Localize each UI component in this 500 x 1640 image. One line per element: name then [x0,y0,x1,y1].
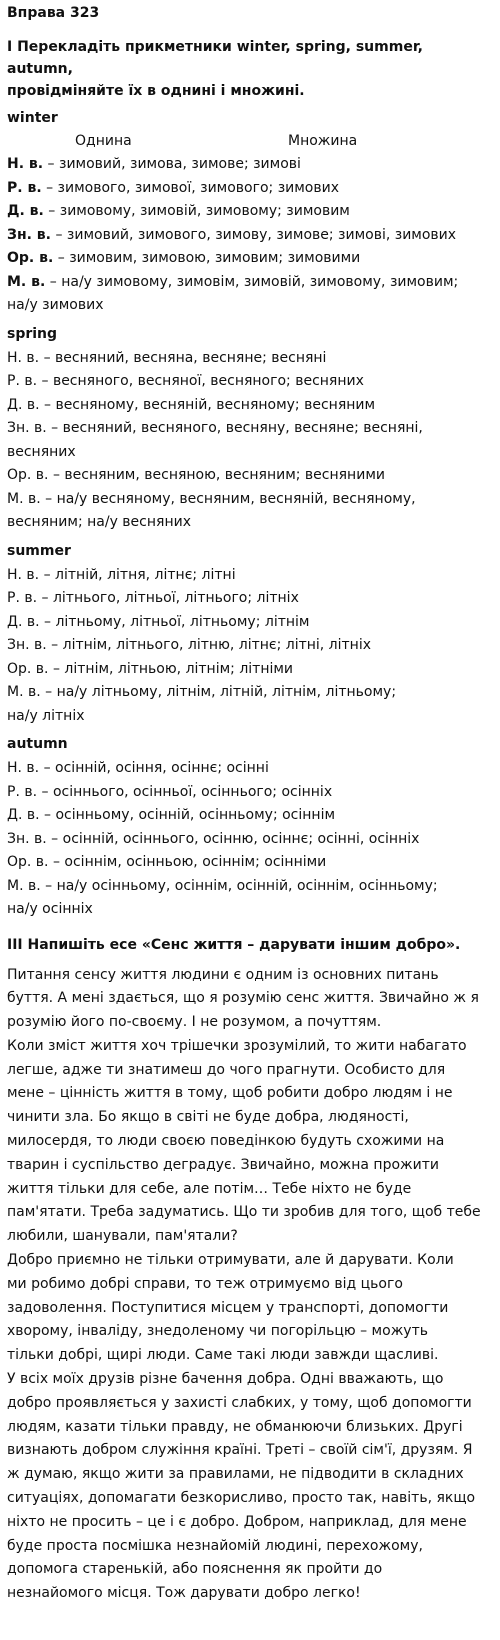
case-forms: – осіннього, осінньої, осіннього; осінніх [37,783,333,800]
case-forms: на/у осінніх [7,901,93,917]
case-line [7,464,488,488]
case-line [7,634,488,658]
case-line [7,177,488,201]
section-word: spring [7,325,58,342]
essay-line: буття. А мені здається, що я розумію сенс життя. Звичайно ж я [7,990,479,1007]
case-forms: – зимовий, зимового, зимову, зимове; зимові, зимових [51,226,457,243]
header-plural: Множина [288,133,358,149]
exercise-title: Вправа 323 [7,5,100,21]
essay-line: хворому, інваліду, знедоленому чи погорільцю – можуть [7,1323,428,1340]
section-word: autumn [7,736,68,752]
case-label: Зн. в. [7,830,47,847]
case-forms: – осінній, осіння, осіннє; осінні [39,760,269,776]
essay [7,964,488,1607]
case-forms: – зимового, зимової, зимового; зимових [41,179,340,196]
case-label: Д. в. [7,613,40,630]
essay-line: розумію його по-своєму. І не розумом, а почуттям. [7,1014,382,1031]
case-line [7,875,488,899]
case-line [7,294,488,318]
essay-line: незнайомого місця. Тож дарувати добро легко! [7,1585,361,1602]
case-forms: – весняний, весняна, весняне; весняні [39,349,327,366]
essay-line: задоволення. Поступитися місцем у транспорті, допомогти [7,1299,449,1316]
case-line [7,224,488,248]
section-word: winter [7,110,58,126]
case-forms: – літнім, літнього, літню, літнє; літні, літніх [46,637,372,653]
case-label: Д. в. [7,203,44,219]
case-line [7,200,488,224]
essay-line: добро проявляється у захисті слабких, у тому, щоб допомогти [7,1394,472,1411]
case-label: Н. в. [7,156,44,172]
case-forms: – зимовий, зимова, зимове; зимові [43,156,301,172]
case-forms: – літнім, літньою, літнім; літніми [48,660,294,677]
section-autumn [7,734,488,928]
case-label: Ор. в. [7,660,49,677]
case-line [7,757,488,781]
case-line [7,587,488,611]
case-line [7,681,488,705]
case-line [7,370,488,394]
case-label: Ор. в. [7,467,49,483]
essay-line: любили, шанували, пам'ятали? [7,1228,238,1245]
case-line [7,828,488,852]
section-word: summer [7,542,71,559]
case-line [7,271,488,295]
case-label: Р. в. [7,590,38,606]
case-forms: – літньому, літньої, літньому; літнім [39,613,310,630]
case-line [7,153,488,177]
essay-line: ніхто не просить – це і є добро. Добром, наприклад, для мене [7,1513,467,1530]
case-line [7,488,488,512]
essay-line: допомога старенькій, або пояснення як пройти до [7,1561,383,1578]
case-label: Зн. в. [7,226,51,243]
case-label: М. в. [7,273,46,290]
essay-line: тільки добрі, щирі люди. Саме такі люди завжди щасливі. [7,1347,439,1364]
case-forms: – зимовому, зимовій, зимовому; зимовим [43,203,350,219]
case-forms: – весняного, весняної, весняного; весняних [37,373,364,389]
case-label: Р. в. [7,373,38,389]
case-forms: – весняний, весняного, весняну, весняне; весняні, [46,420,423,436]
task-1-line: провідміняйте їх в однині і множині. [7,83,305,99]
case-label: Зн. в. [7,637,47,653]
task-3: III Напишіть есе «Сенс життя – дарувати іншим добро». [7,936,461,953]
declension-sections [7,108,488,928]
header-singular: Однина [75,133,132,149]
section-spring [7,324,488,541]
case-label: Н. в. [7,349,40,366]
essay-line: пам'ятати. Треба задуматись. Що ти зробив для того, щоб тебе [7,1204,481,1221]
case-line [7,394,488,418]
case-label: Д. в. [7,807,40,823]
case-label: Н. в. [7,760,40,776]
essay-line: буде проста посмішка незнайомій людині, перехожому, [7,1537,423,1554]
essay-line: тварин і суспільство деградує. Звичайно, можна прожити [7,1156,440,1173]
case-label: Р. в. [7,179,42,196]
case-label: Р. в. [7,783,38,800]
case-forms: – весняному, весняній, весняному; весняним [39,396,376,413]
case-label: М. в. [7,490,41,507]
case-label: М. в. [7,877,41,894]
essay-line: легше, адже ти знатимеш до чого прагнути. Особисто для [7,1061,446,1078]
case-forms: – на/у літньому, літнім, літній, літнім, літньому; [40,684,397,700]
case-forms: – весняним, весняною, весняним; весняними [48,467,385,483]
essay-line: визнають добром служіння країні. Треті – своїй сім'ї, друзям. Я [7,1442,473,1459]
case-line [7,611,488,635]
essay-line: Питання сенсу життя людини є одним із основних питань [7,966,439,983]
case-line [7,898,488,922]
case-label: М. в. [7,684,41,700]
essay-line: ситуаціях, допомагати безкорисливо, просто так, навіть, якщо [7,1490,476,1507]
essay-line: милосердя, то люди своєю поведінкою будуть схожими на [7,1133,445,1150]
case-forms: весняним; на/у весняних [7,514,191,530]
case-forms: весняних [7,443,76,460]
section-gap [7,922,488,928]
case-forms: – літнього, літньої, літнього; літніх [37,590,299,606]
case-line [7,705,488,729]
case-label: Н. в. [7,566,40,583]
case-line [7,804,488,828]
task-1 [7,36,488,102]
case-line [7,441,488,465]
case-forms: – на/у осінньому, осіннім, осінній, осіннім, осінньому; [40,877,438,894]
essay-line: людям, казати тільки правду, не обманюючи близьких. Другі [7,1418,463,1435]
case-line [7,347,488,371]
essay-line: У всіх моїх друзів різне бачення добра. Одні вважають, що [7,1371,444,1388]
essay-line: Добро приємно не тільки отримувати, але й дарувати. Коли [7,1252,454,1269]
section-winter [7,108,488,324]
case-forms: на/у літніх [7,707,85,724]
case-line [7,247,488,271]
case-label: Д. в. [7,396,40,413]
case-line [7,564,488,588]
case-forms: – літній, літня, літнє; літні [39,566,236,583]
essay-line: чинити зла. Бо якщо в світі не буде добра, людяності, [7,1109,409,1126]
case-forms: – на/у весняному, весняним, весняній, весняному, [40,490,416,507]
case-line [7,417,488,441]
case-forms: – на/у зимовому, зимовім, зимовій, зимовому, зимовим; [45,273,459,290]
essay-line: життя тільки для себе, але потім… Тебе ніхто не буде [7,1180,412,1197]
case-forms: – осіннім, осінньою, осіннім; осінніми [48,854,327,870]
essay-line: ж думаю, якщо жити за правилами, не підводити в складних [7,1466,464,1483]
case-line [7,658,488,682]
section-summer [7,541,488,735]
essay-line: мене – цінність життя в тому, щоб робити добро людям і не [7,1085,453,1102]
case-line [7,511,488,535]
case-forms: – осінньому, осінній, осінньому; осіннім [39,807,336,823]
case-line [7,781,488,805]
column-headers [7,131,488,153]
case-forms: на/у зимових [7,297,104,313]
essay-line: ми робимо добрі справи, то теж отримуємо від цього [7,1275,403,1292]
case-label: Ор. в. [7,854,49,870]
case-label: Зн. в. [7,420,47,436]
case-forms: – зимовим, зимовою, зимовим; зимовими [53,250,361,266]
task-1-line: I Перекладіть прикметники winter, spring, summer, autumn, [7,39,423,77]
essay-line: Коли зміст життя хоч трішечки зрозумілий, то жити набагато [7,1037,467,1054]
case-line [7,851,488,875]
case-forms: – осінній, осіннього, осінню, осіннє; осінні, осінніх [46,830,420,847]
case-label: Ор. в. [7,250,54,266]
